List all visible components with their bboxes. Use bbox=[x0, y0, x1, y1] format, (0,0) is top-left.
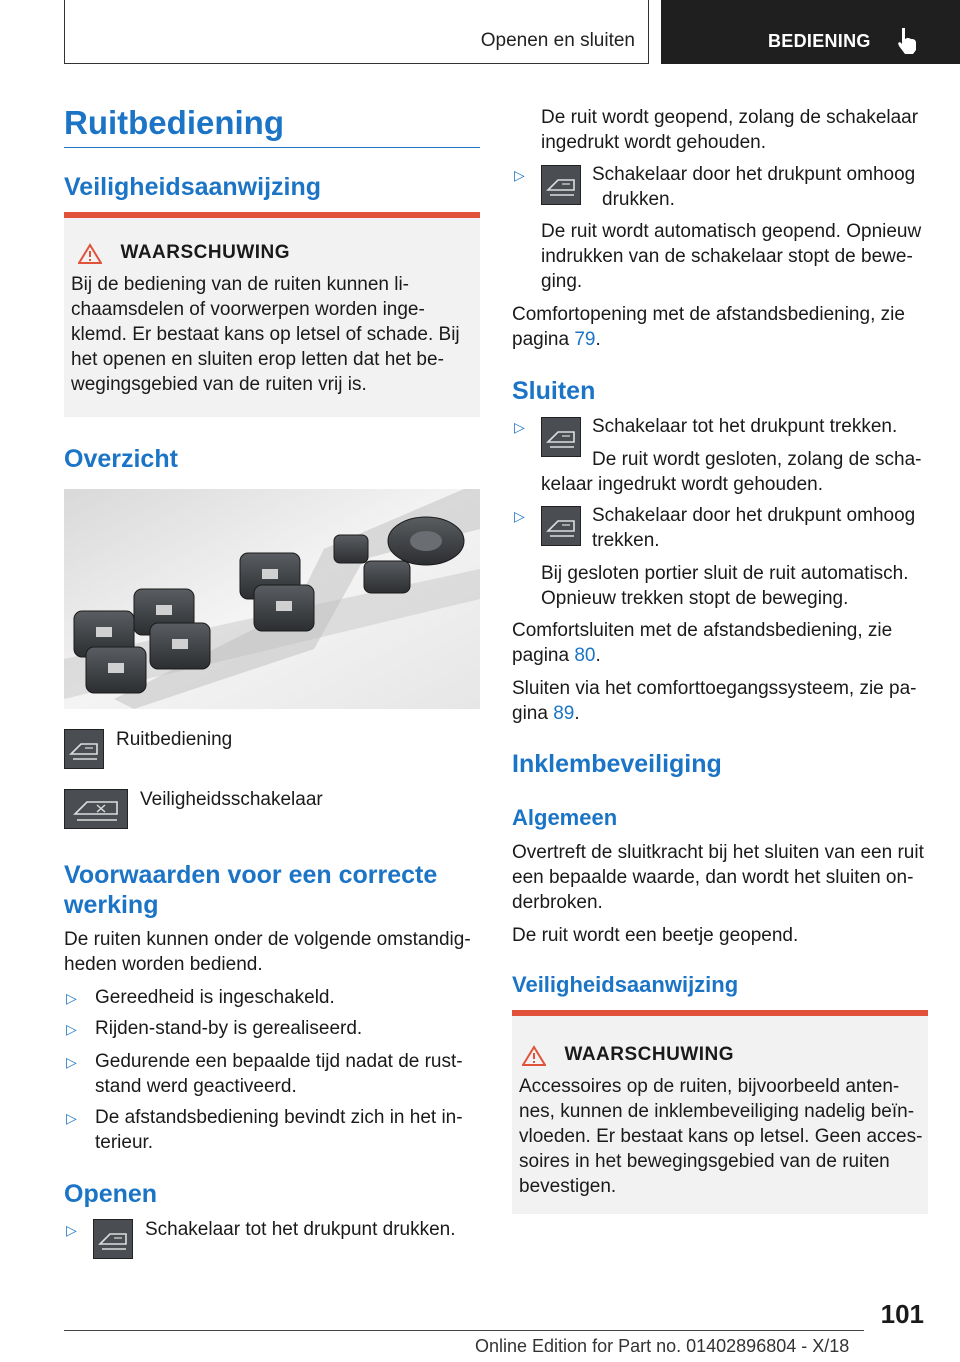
warning-box-2 bbox=[512, 1010, 928, 1214]
pinch-heading: Inklembeveiliging bbox=[512, 750, 722, 778]
condition-item bbox=[95, 1105, 463, 1155]
close-step-1-result-l2: kelaar ingedrukt wordt gehouden. bbox=[541, 474, 824, 495]
bullet-triangle-icon: ▷ bbox=[66, 1222, 77, 1238]
hand-pointer-icon bbox=[894, 26, 920, 56]
text-line: pagina bbox=[512, 645, 575, 666]
comfort-open-text: Comfortopening met de afstandsbediening, zie pagina 79. bbox=[512, 304, 905, 350]
close-step-1: Schakelaar tot het drukpunt trekken. bbox=[592, 416, 898, 437]
window-switch-panel-image bbox=[64, 489, 480, 709]
safety-heading: Veiligheidsaanwijzing bbox=[64, 173, 322, 201]
text-line: drukken. bbox=[602, 189, 675, 210]
text-line: De ruit wordt automatisch geopend. Opnieuw bbox=[541, 221, 922, 242]
close-step-1-result-l1: De ruit wordt gesloten, zolang de scha- bbox=[592, 449, 922, 470]
window-switch-icon bbox=[541, 417, 581, 457]
text-line: Sluiten via het comforttoegangssysteem, zie pa- bbox=[512, 678, 917, 699]
text-line: ging. bbox=[541, 271, 583, 292]
general-text-2: De ruit wordt een beetje geopend. bbox=[512, 925, 799, 946]
page-link-79[interactable]: 79 bbox=[574, 329, 596, 350]
title-rule bbox=[64, 147, 480, 148]
page-link-80[interactable]: 80 bbox=[574, 645, 596, 666]
window-switch-icon bbox=[541, 165, 581, 205]
conditions-heading-line: werking bbox=[64, 891, 159, 919]
general-heading: Algemeen bbox=[512, 805, 618, 830]
condition-item: Rijden-stand-by is gerealiseerd. bbox=[95, 1018, 363, 1039]
conditions-intro-line: De ruiten kunnen onder de volgende omstandig- bbox=[64, 929, 471, 950]
text-line: derbroken. bbox=[512, 892, 603, 913]
bullet-triangle-icon: ▷ bbox=[66, 1054, 77, 1070]
bullet-triangle-icon: ▷ bbox=[66, 990, 77, 1006]
footer-edition: Online Edition for Part no. 01402896804 - X/18 bbox=[475, 1336, 850, 1356]
warning-line: soires in het bewegingsgebied van de ruiten bbox=[519, 1151, 890, 1172]
condition-line: De afstandsbediening bevindt zich in het in- bbox=[95, 1107, 463, 1128]
text-line: Schakelaar door het drukpunt omhoog bbox=[592, 505, 916, 526]
header-section-title: Openen en sluiten bbox=[480, 30, 635, 51]
text-line: Bij gesloten portier sluit de ruit automatisch. bbox=[541, 563, 909, 584]
bullet-triangle-icon: ▷ bbox=[514, 508, 525, 524]
text-line: De ruit wordt geopend, zolang de schakelaar bbox=[541, 107, 919, 128]
text-line: Overtreft de sluitkracht bij het sluiten van een ruit bbox=[512, 842, 924, 863]
text-line: Comfortsluiten met de afstandsbediening, zie bbox=[512, 620, 893, 641]
open-step-1-result bbox=[541, 105, 918, 155]
warning-line: vloeden. Er bestaat kans op letsel. Geen acces- bbox=[519, 1126, 923, 1147]
warning-box-1 bbox=[64, 212, 480, 417]
window-switch-icon bbox=[93, 1219, 133, 1259]
legend-window-switch: Ruitbediening bbox=[116, 729, 233, 750]
warning-triangle-icon bbox=[522, 1045, 546, 1067]
warning-triangle-icon bbox=[78, 243, 102, 265]
open-step-2-result bbox=[541, 219, 921, 294]
condition-line: stand werd geactiveerd. bbox=[95, 1076, 297, 1097]
text-line: Schakelaar door het drukpunt omhoog bbox=[592, 164, 916, 185]
open-step-1: Schakelaar tot het drukpunt drukken. bbox=[145, 1219, 456, 1240]
text-line: gina bbox=[512, 703, 554, 724]
warning-line: wegingsgebied van de ruiten vrij is. bbox=[71, 374, 367, 395]
comfort-access-text: Sluiten via het comforttoegangssysteem, zie pa- gina 89. bbox=[512, 678, 917, 724]
condition-line: Gedurende een bepaalde tijd nadat de rust- bbox=[95, 1051, 463, 1072]
warning-line: chaamsdelen of voorwerpen worden inge- bbox=[71, 299, 425, 320]
warning-line: Bij de bediening van de ruiten kunnen li- bbox=[71, 274, 410, 295]
page-number: 101 bbox=[880, 1299, 924, 1329]
warning-line: Accessoires op de ruiten, bijvoorbeeld anten- bbox=[519, 1076, 900, 1097]
close-step-2 bbox=[592, 503, 915, 553]
overview-heading: Overzicht bbox=[64, 445, 178, 473]
conditions-heading bbox=[64, 860, 437, 920]
text-line: Comfortopening met de afstandsbediening, zie bbox=[512, 304, 905, 325]
legend-safety-switch: Veiligheidsschakelaar bbox=[140, 789, 323, 810]
text-line: ingedrukt wordt gehouden. bbox=[541, 132, 766, 153]
window-switch-icon bbox=[64, 729, 104, 769]
warning-line: klemd. Er bestaat kans op letsel of schade. Bij bbox=[71, 324, 460, 345]
condition-line: terieur. bbox=[95, 1132, 154, 1153]
warning-line: nes, kunnen de inklembeveiliging nadelig beïn- bbox=[519, 1101, 915, 1122]
page-title: Ruitbediening bbox=[64, 104, 284, 141]
warning-title: WAARSCHUWING bbox=[120, 242, 291, 263]
open-step-2 bbox=[592, 162, 915, 212]
text-line: Opnieuw trekken stopt de beweging. bbox=[541, 588, 849, 609]
window-switch-icon bbox=[541, 506, 581, 546]
comfort-close-text: Comfortsluiten met de afstandsbediening, zie pagina 80. bbox=[512, 620, 893, 666]
text-line: trekken. bbox=[592, 530, 660, 551]
text-line: een bepaalde waarde, dan wordt het sluiten on- bbox=[512, 867, 914, 888]
conditions-intro-line: heden worden bediend. bbox=[64, 954, 263, 975]
close-step-2-result bbox=[541, 561, 909, 611]
condition-item bbox=[95, 1049, 463, 1099]
bullet-triangle-icon: ▷ bbox=[66, 1021, 77, 1037]
conditions-heading-line: Voorwaarden voor een correcte bbox=[64, 861, 438, 889]
warning-line: bevestigen. bbox=[519, 1176, 617, 1197]
bullet-triangle-icon: ▷ bbox=[66, 1110, 77, 1126]
header-chapter-label: BEDIENING bbox=[768, 31, 871, 51]
bullet-triangle-icon: ▷ bbox=[514, 167, 525, 183]
open-heading: Openen bbox=[64, 1180, 158, 1208]
condition-item: Gereedheid is ingeschakeld. bbox=[95, 987, 335, 1008]
general-text bbox=[512, 840, 924, 915]
warning-title: WAARSCHUWING bbox=[564, 1044, 735, 1065]
bullet-triangle-icon: ▷ bbox=[514, 419, 525, 435]
close-heading: Sluiten bbox=[512, 377, 596, 405]
conditions-intro bbox=[64, 927, 471, 977]
text-line: indrukken van de schakelaar stopt de bewe- bbox=[541, 246, 913, 267]
footer-rule bbox=[64, 1330, 864, 1331]
safety-switch-icon bbox=[64, 789, 128, 829]
text-line: pagina bbox=[512, 329, 575, 350]
warning-line: het openen en sluiten erop letten dat het be- bbox=[71, 349, 444, 370]
safety-heading-2: Veiligheidsaanwijzing bbox=[512, 972, 739, 997]
page-link-89[interactable]: 89 bbox=[553, 703, 575, 724]
